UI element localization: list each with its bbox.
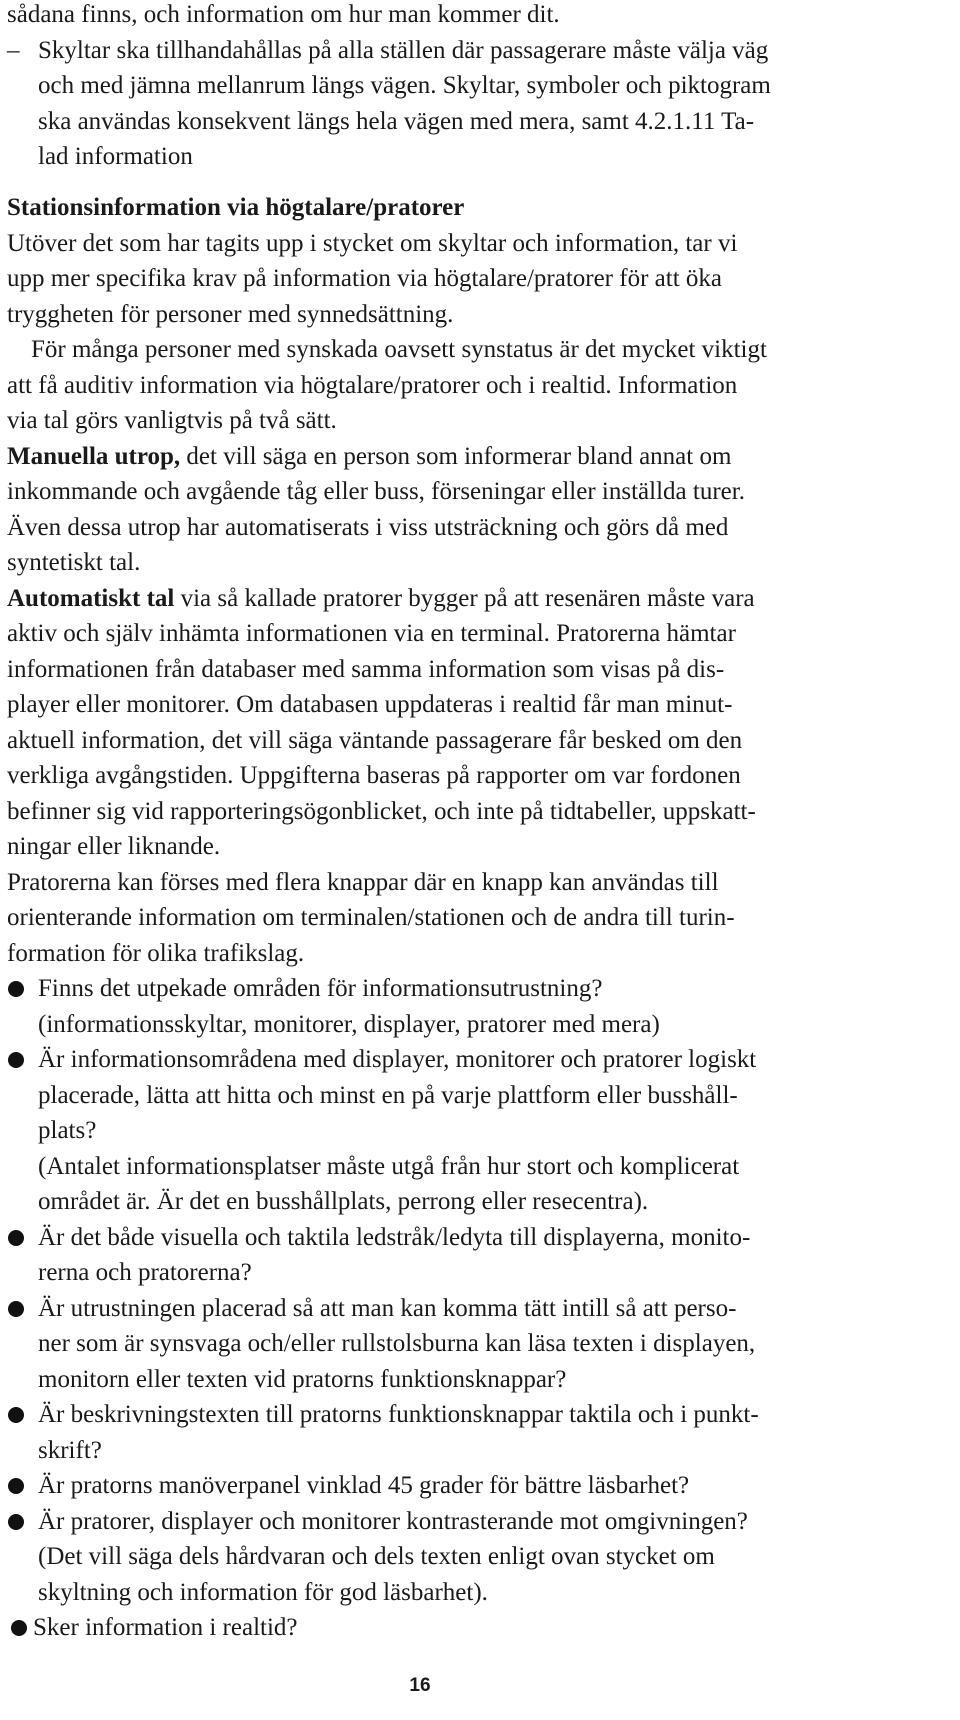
checklist-line: området är. Är det en busshållplats, perrong eller resecentra). — [38, 1188, 649, 1215]
bullet-icon — [8, 1052, 24, 1068]
checklist-line: placerade, lätta att hitta och minst en på varje plattform eller busshåll- — [38, 1081, 738, 1109]
checklist-item — [7, 1397, 952, 1468]
checklist-item — [7, 971, 952, 1042]
paragraph-text: via så kallade pratorer bygger på att resenären måste vara — [174, 584, 755, 612]
dash-line: Skyltar ska tillhandahållas på alla ställen där passagerare måste välja väg — [38, 36, 769, 64]
paragraph-line — [7, 439, 952, 475]
checklist-line: (informationsskyltar, monitorer, displayer, pratorer med mera) — [38, 1010, 660, 1038]
dash-line: lad information — [38, 143, 193, 170]
checklist-line: rerna och pratorerna? — [38, 1259, 252, 1286]
dash-list-item — [7, 33, 952, 175]
checklist-item — [7, 1042, 952, 1220]
section-heading: Stationsinformation via högtalare/pratorer — [7, 194, 465, 221]
paragraph-manual — [7, 439, 952, 581]
checklist-item — [7, 1610, 952, 1646]
paragraph-line: player eller monitorer. Om databasen uppdateras i realtid får man minut- — [7, 691, 733, 718]
checklist-line: (Det vill säga dels hårdvaran och dels texten enligt ovan stycket om — [38, 1543, 715, 1570]
paragraph-line: upp mer specifika krav på information via högtalare/pratorer för att öka — [7, 265, 722, 292]
paragraph-line: ningar eller liknande. — [7, 833, 221, 860]
bullet-icon — [8, 1407, 24, 1423]
bullet-icon — [8, 1478, 24, 1494]
checklist-item — [7, 1504, 952, 1611]
checklist-line: Är det både visuella och taktila ledstråk/ledyta till displayerna, monito- — [38, 1223, 751, 1251]
checklist-line: monitorn eller texten vid pratorns funktionsknappar? — [38, 1365, 567, 1393]
term-automatic: Automatiskt tal — [7, 584, 175, 612]
dash-line: och med jämna mellanrum längs vägen. Skyltar, symboler och piktogram — [38, 72, 771, 99]
bullet-icon — [8, 981, 24, 997]
checklist-line: Är beskrivningstexten till pratorns funktionsknappar taktila och i punkt- — [38, 1401, 759, 1428]
paragraph-line: tryggheten för personer med synnedsättning. — [7, 300, 454, 328]
checklist-line: plats? — [38, 1117, 97, 1144]
paragraph-synskada — [7, 332, 952, 439]
checklist-line: Är informationsområdena med displayer, monitorer och pratorer logiskt — [38, 1046, 757, 1073]
bullet-icon — [8, 1301, 24, 1317]
section-block — [7, 190, 952, 1646]
paragraph-line: att få auditiv information via högtalare/pratorer och i realtid. Information — [7, 371, 738, 399]
paragraph-line: formation för olika trafikslag. — [7, 939, 305, 967]
paragraph-line: För många personer med synskada oavsett synstatus är det mycket viktigt — [31, 336, 767, 363]
paragraph-line — [7, 581, 952, 617]
paragraph-line: Även dessa utrop har automatiserats i viss utsträckning och görs då med — [7, 513, 729, 541]
paragraph-line: Utöver det som har tagits upp i stycket om skyltar och information, tar vi — [7, 229, 738, 257]
paragraph-line: inkommande och avgående tåg eller buss, förseningar eller inställda turer. — [7, 478, 745, 505]
dash-line: ska användas konsekvent längs hela vägen med mera, samt 4.2.1.11 Ta- — [38, 107, 755, 135]
paragraph-text: det vill säga en person som informerar bland annat om — [180, 442, 732, 470]
paragraph-buttons — [7, 865, 952, 972]
checklist-line: skrift? — [38, 1436, 102, 1464]
paragraph-line: informationen från databaser med samma information som visas på dis- — [7, 655, 725, 683]
paragraph-line: syntetiskt tal. — [7, 549, 141, 576]
checklist-item — [7, 1220, 952, 1291]
term-manual: Manuella utrop, — [7, 442, 181, 470]
paragraph-line: aktuell information, det vill säga väntande passagerare får besked om den — [7, 726, 743, 754]
checklist-line: Är pratorns manöverpanel vinklad 45 grader för bättre läsbarhet? — [38, 1472, 690, 1499]
paragraph-line: via tal görs vanligtvis på två sätt. — [7, 407, 337, 434]
bullet-icon — [8, 1230, 24, 1246]
checklist-line: skyltning och information för god läsbarhet). — [38, 1578, 488, 1606]
checklist-line: Sker information i realtid? — [33, 1614, 298, 1641]
page-number: 16 — [409, 1675, 431, 1696]
paragraph-line: aktiv och själv inhämta informationen via en terminal. Pratorerna hämtar — [7, 620, 736, 647]
dash-marker: – — [7, 36, 20, 64]
bullet-icon — [8, 1514, 24, 1530]
paragraph-line: orienterande information om terminalen/stationen och de andra till turin- — [7, 904, 735, 931]
paragraph-automatic — [7, 581, 952, 865]
checklist-item — [7, 1468, 952, 1504]
continuation-line: sådana finns, och information om hur man kommer dit. — [7, 1, 560, 28]
checklist-item — [7, 1291, 952, 1398]
paragraph-line: befinner sig vid rapporteringsögonblicket, och inte på tidtabeller, uppskatt- — [7, 797, 756, 825]
checklist-line: Är pratorer, displayer och monitorer kontrasterande mot omgivningen? — [38, 1507, 748, 1535]
bullet-icon — [11, 1620, 27, 1636]
checklist-line: (Antalet informationsplatser måste utgå från hur stort och komplicerat — [38, 1152, 740, 1180]
intro-block — [7, 0, 952, 175]
checklist — [7, 971, 952, 1646]
paragraph-intro — [7, 226, 952, 333]
checklist-line: Finns det utpekade områden för informationsutrustning? — [38, 975, 603, 1002]
checklist-line: Är utrustningen placerad så att man kan komma tätt intill så att perso- — [38, 1294, 737, 1322]
paragraph-line: Pratorerna kan förses med flera knappar där en knapp kan användas till — [7, 868, 719, 896]
paragraph-line: verkliga avgångstiden. Uppgifterna baseras på rapporter om var fordonen — [7, 762, 741, 789]
checklist-line: ner som är synsvaga och/eller rullstolsburna kan läsa texten i displayen, — [38, 1330, 756, 1357]
